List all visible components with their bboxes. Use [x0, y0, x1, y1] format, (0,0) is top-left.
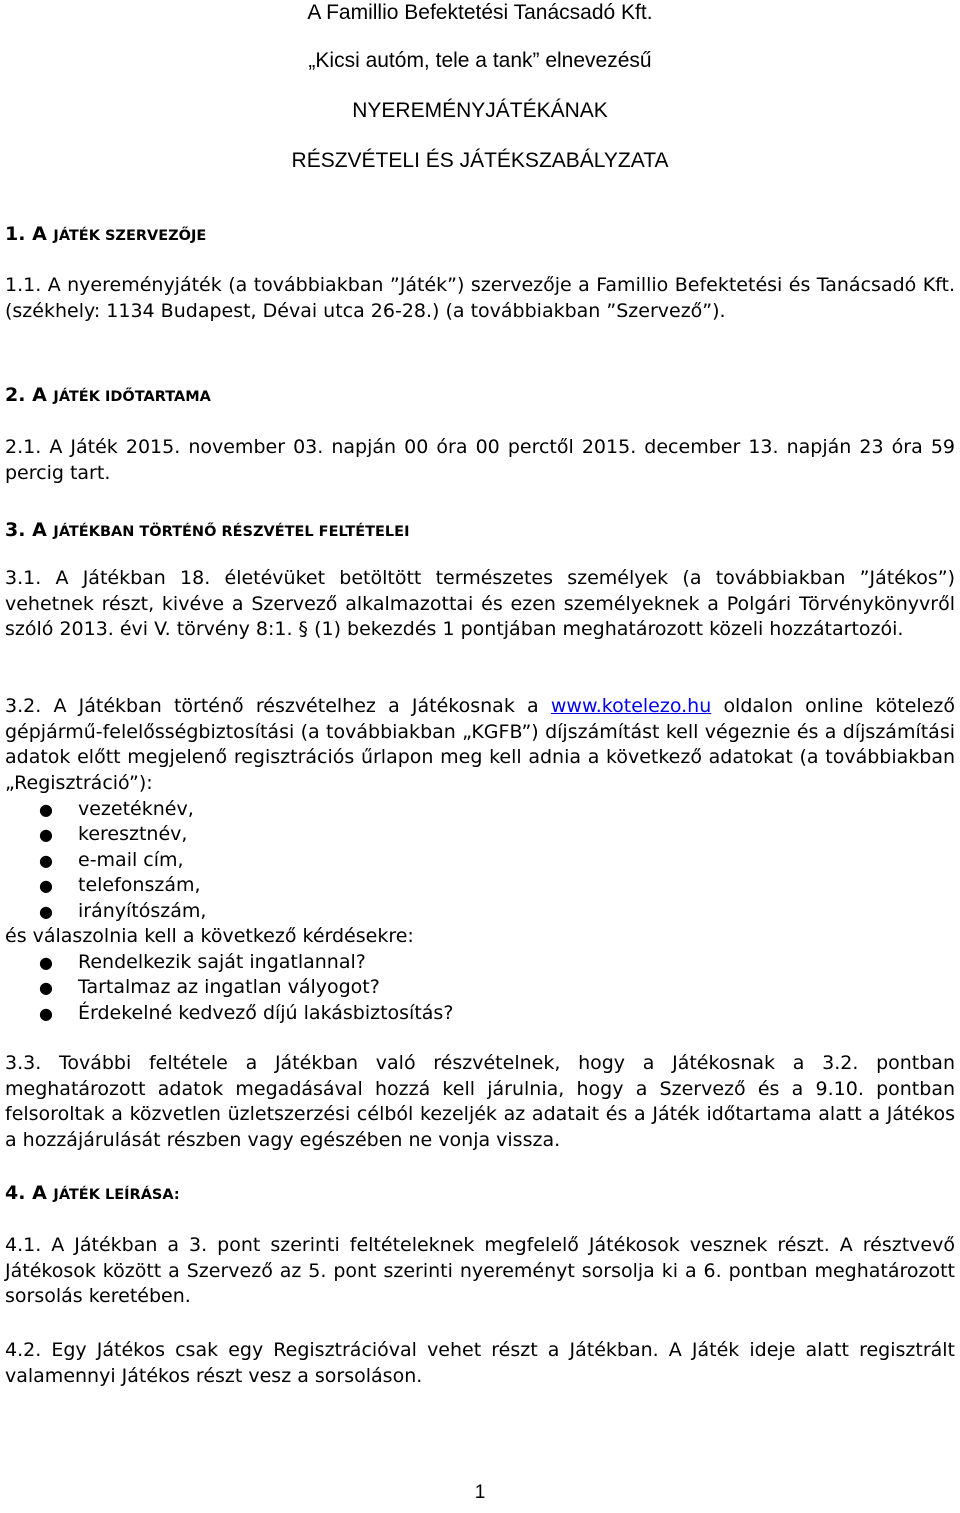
doc-title-line1: NYEREMÉNYJÁTÉKÁNAK — [352, 99, 608, 122]
doc-title-line2: RÉSZVÉTELI ÉS JÁTÉKSZABÁLYZATA — [291, 149, 669, 172]
section-4-heading: 4. A JÁTÉK LEÍRÁSA: — [5, 1182, 180, 1204]
game-name: „Kicsi autóm, tele a tank” elnevezésű — [308, 49, 652, 72]
paragraph-3-2: 3.2. A Játékban történő részvételhez a Játékosnak a www.kotelezo.hu oldalon online kötelező gépjármű-felelősségbiztosítási (a továbbiakban „KGFB”) díjszámítást kell végeznie és a díjszámítási adatok előtt megjelenő regisztrációs űrlapon meg kell adnia a következő adatokat (a továbbiakban „Regisztráció”): — [5, 695, 955, 794]
paragraph-2-1: 2.1. A Játék 2015. november 03. napján 00 óra 00 perctől 2015. december 13. napján 23 óra 59 percig tart. — [5, 436, 955, 484]
section-2-heading: 2. A JÁTÉK IDŐTARTAMA — [5, 384, 211, 406]
paragraph-4-2: 4.2. Egy Játékos csak egy Regisztrációval vehet részt a Játékban. A Játék ideje alatt regisztrált valamennyi Játékos részt vesz a sorsoláson. — [5, 1339, 955, 1387]
questions-intro: és válaszolnia kell a következő kérdésekre: — [5, 925, 414, 947]
paragraph-4-1: 4.1. A Játékban a 3. pont szerinti feltételeknek megfelelő Játékosok vesznek részt. A résztvevő Játékosok között a Szervező az 5. pont szerinti nyereményt sorsolja ki a 6. pontban meghatározott sorsolás keretében. — [5, 1234, 955, 1308]
section-3-heading: 3. A JÁTÉKBAN TÖRTÉNŐ RÉSZVÉTEL FELTÉTELEI — [5, 519, 410, 541]
section-1-heading: 1. A JÁTÉK SZERVEZŐJE — [5, 223, 207, 245]
paragraph-3-1: 3.1. A Játékban 18. életévüket betöltött természetes személyek (a továbbiakban ”Játékos”) vehetnek részt, kivéve a Szervező alkalmazottai és ezen személyeknek a Polgári Törvénykönyvről szóló 2013. évi V. törvény 8:1. § (1) bekezdés 1 pontjában meghatározott közeli hozzátartozói. — [5, 567, 955, 641]
company-name: A Famillio Befektetési Tanácsadó Kft. — [307, 1, 653, 24]
document-page: A Famillio Befektetési Tanácsadó Kft. „Kicsi autóm, tele a tank” elnevezésű NYEREMÉNYJÁTÉKÁNAK RÉSZVÉTELI ÉS JÁTÉKSZABÁLYZATA 1. A JÁTÉK SZERVEZŐJE 1.1. A nyereményjáték (a továbbiakban ”Játék”) szervezője a Famillio Befektetési és Tanácsadó Kft. (székhely: 1134 Budapest, Dévai utca 26-28.) (a továbbiakban ”Szervező”). 2. A JÁTÉK IDŐTARTAMA 2.1. A Játék 2015. november 03. napján 00 óra 00 perctől 2015. december 13. napján 23 óra 59 percig tart. 3. A JÁTÉKBAN TÖRTÉNŐ RÉSZVÉTEL FELTÉTELEI 3.1. A Játékban 18. életévüket betöltött természetes személyek (a továbbiakban ”Játékos”) vehetnek részt, kivéve a Szervező alkalmazottai és ezen személyeknek a Polgári Törvénykönyvről szóló 2013. évi V. törvény 8:1. § (1) bekezdés 1 pontjában meghatározott közeli hozzátartozói. 3.2. A Játékban történő részvételhez a Játékosnak a www.kotelezo.hu oldalon online kötelező gépjármű-felelősségbiztosítási (a továbbiakban „KGFB”) díjszámítást kell végeznie és a díjszámítási adatok előtt megjelenő regisztrációs űrlapon meg kell adnia a következő adatokat (a továbbiakban „Regisztráció”): ● vezetéknév, ● keresztnév, ● e-mail cím, ● telefonszám, ● irányítószám, és válaszolnia kell a következő kérdésekre: ● Rendelkezik saját ingatlannal? ● Tartalmaz az ingatlan vályogot? ● Érdekelné kedvező díjú lakásbiztosítás? 3.3. További feltétele a Játékban való részvételnek, hogy a Játékosnak a 3.2. pontban meghatározott adatok megadásával hozzá kell járulnia, hogy a Szervező és a 9.10. pontban felsoroltak a közvetlen üzletszerzési célból kezeljék az adatait és a Játék időtartama alatt a Játékos a hozzájárulását részben vagy egészében ne vonja vissza. 4. A JÁTÉK LEÍRÁSA: 4.1. A Játékban a 3. pont szerinti feltételeknek megfelelő Játékosok vesznek részt. A résztvevő Játékosok között a Szervező az 5. pont szerinti nyereményt sorsolja ki a 6. pontban meghatározott sorsolás keretében. 4.2. Egy Játékos csak egy Regisztrációval vehet részt a Játékban. A Játék ideje alatt regisztrált valamennyi Játékos részt vesz a sorsoláson. 1 — [0, 0, 960, 1513]
website-link[interactable]: www.kotelezo.hu — [550, 695, 712, 717]
paragraph-1-1: 1.1. A nyereményjáték (a továbbiakban ”Játék”) szervezője a Famillio Befektetési és Tanácsadó Kft. (székhely: 1134 Budapest, Dévai utca 26-28.) (a továbbiakban ”Szervező”). — [5, 274, 955, 322]
paragraph-3-3: 3.3. További feltétele a Játékban való részvételnek, hogy a Játékosnak a 3.2. pontban meghatározott adatok megadásával hozzá kell járulnia, hogy a Szervező és a 9.10. pontban felsoroltak a közvetlen üzletszerzési célból kezeljék az adatait és a Játék időtartama alatt a Játékos a hozzájárulását részben vagy egészében ne vonja vissza. — [5, 1052, 955, 1151]
page-number: 1 — [474, 1482, 486, 1503]
